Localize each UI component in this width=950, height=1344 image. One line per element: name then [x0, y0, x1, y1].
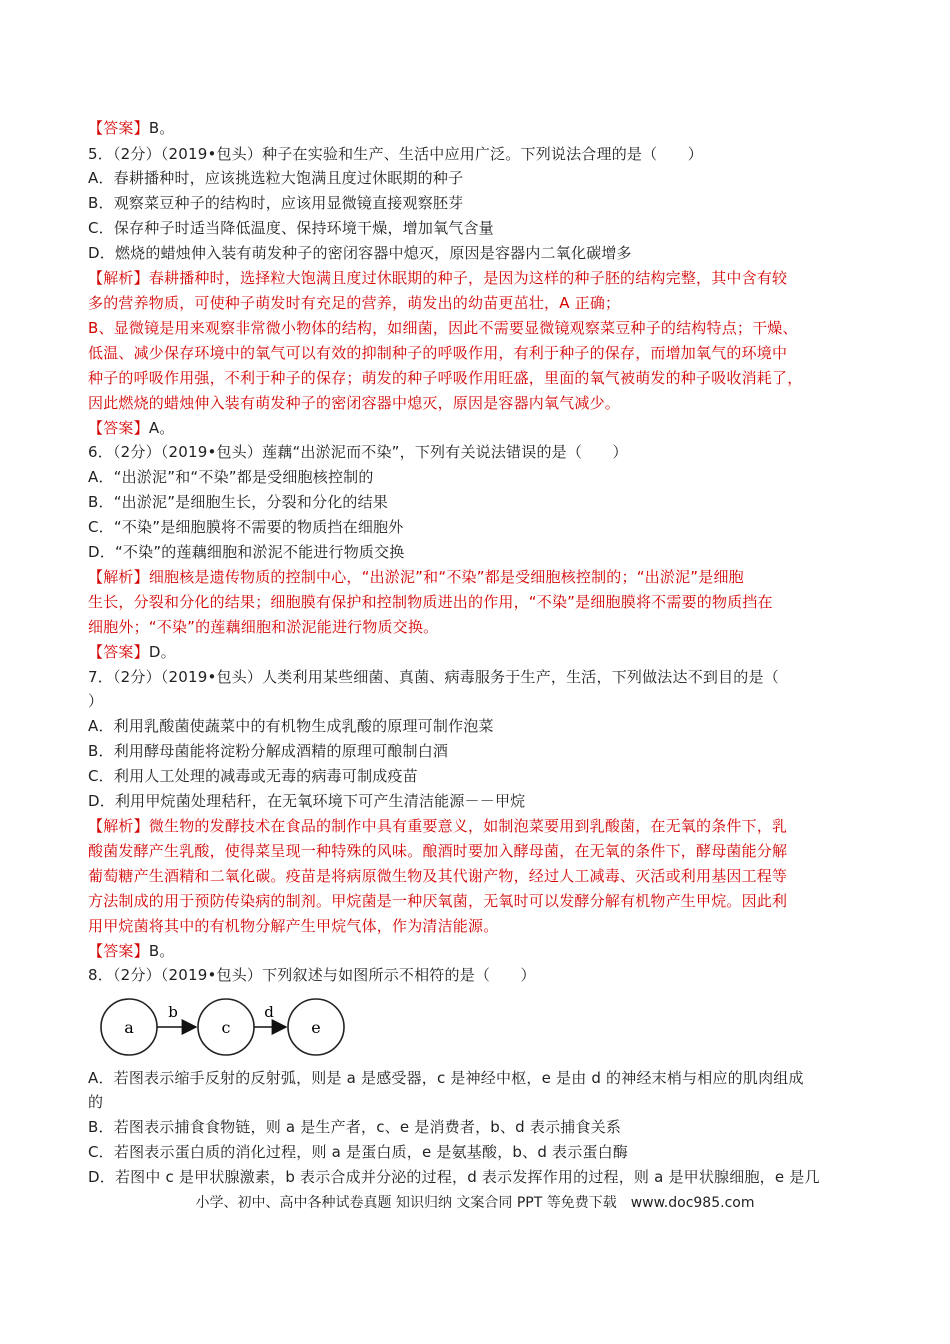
q6-analysis-line: 生长，分裂和分化的结果；细胞膜有保护和控制物质进出的作用，“不染”是细胞膜将不需要的物质挡在 [88, 593, 773, 611]
flow-diagram [98, 990, 358, 1064]
analysis-text: 微生物的发酵技术在食品的制作中具有重要意义，如制泡菜要用到乳酸菌，在无氧的条件下，乳 [148, 817, 788, 835]
q5-answer-line [88, 416, 878, 440]
q5-analysis-line: 多的营养物质，可使种子萌发时有充足的营养，萌发出的幼苗更茁壮，A 正确； [88, 294, 621, 312]
q7-analysis-line: 方法制成的用于预防传染病的制剂。甲烷菌是一种厌氧菌，无氧时可以发酵分解有机物产生甲烷。因此利 [88, 892, 788, 910]
node-e-label: e [311, 1018, 321, 1037]
edge-b-label: b [168, 1003, 178, 1021]
q6-option-d: D．“不染”的莲藕细胞和淤泥不能进行物质交换 [88, 543, 405, 561]
q5-option-b: B．观察菜豆种子的结构时，应该用显微镜直接观察胚芽 [88, 194, 464, 212]
q5-analysis-line [88, 266, 878, 290]
q5-analysis-line: 种子的呼吸作用强，不利于种子的保存；萌发的种子呼吸作用旺盛，里面的氧气被萌发的种子吸收消耗了， [88, 369, 803, 387]
q7-option-c: C．利用人工处理的减毒或无毒的病毒可制成疫苗 [88, 767, 418, 785]
q7-option-a: A．利用乳酸菌使蔬菜中的有机物生成乳酸的原理可制作泡菜 [88, 717, 494, 735]
q6-analysis-line: 细胞外；“不染”的莲藕细胞和淤泥能进行物质交换。 [88, 618, 439, 636]
q5-analysis-line: 因此燃烧的蜡烛伸入装有萌发种子的密闭容器中熄灭，原因是容器内氧气减少。 [88, 394, 621, 412]
analysis-tag: 【解析】 [88, 817, 149, 835]
q8-option-b: B．若图表示捕食食物链，则 a 是生产者，c、e 是消费者，b、d 表示捕食关系 [88, 1118, 622, 1136]
q7-answer-line [88, 939, 878, 963]
answer-tag: 【答案】 [88, 419, 149, 437]
q6-option-c: C．“不染”是细胞膜将不需要的物质挡在细胞外 [88, 518, 404, 536]
q7-analysis-line [88, 814, 878, 838]
q7-analysis-line: 用甲烷菌将其中的有机物分解产生甲烷气体，作为清洁能源。 [88, 917, 499, 935]
q8-stem: 8．（2分）（2019•包头）下列叙述与如图所示不相符的是（ ） [88, 966, 536, 984]
q7-analysis-line: 葡萄糖产生酒精和二氧化碳。疫苗是将病原微生物及其代谢产物，经过人工减毒、灭活或利用基因工程等 [88, 867, 788, 885]
analysis-text: 春耕播种时，选择粒大饱满且度过休眠期的种子，是因为这样的种子胚的结构完整，其中含有较 [148, 269, 788, 287]
analysis-text: 细胞核是遗传物质的控制中心，“出淤泥”和“不染”都是受细胞核控制的；“出淤泥”是细胞 [148, 568, 744, 586]
q6-stem: 6．（2分）（2019•包头）莲藕“出淤泥而不染”，下列有关说法错误的是（ ） [88, 443, 628, 461]
answer-tag: 【答案】 [88, 119, 149, 137]
q5-option-c: C．保存种子时适当降低温度、保持环境干燥，增加氧气含量 [88, 219, 494, 237]
q8-option-d: D．若图中 c 是甲状腺激素，b 表示合成并分泌的过程，d 表示发挥作用的过程，则 a 是甲状腺细胞，e 是几 [88, 1168, 820, 1186]
q5-stem: 5．（2分）（2019•包头）种子在实验和生产、生活中应用广泛。下列说法合理的是（ ） [88, 145, 703, 163]
page-footer: 小学、初中、高中各种试卷真题 知识归纳 文案合同 PPT 等免费下载 www.doc985.com [195, 1195, 755, 1211]
q7-stem: 7．（2分）（2019•包头）人类利用某些细菌、真菌、病毒服务于生产，生活，下列做法达不到目的是（ [88, 668, 779, 686]
answer-value: D。 [148, 643, 176, 661]
analysis-tag: 【解析】 [88, 269, 149, 287]
q8-option-c: C．若图表示蛋白质的消化过程，则 a 是蛋白质，e 是氨基酸，b、d 表示蛋白酶 [88, 1143, 629, 1161]
q6-analysis-line [88, 565, 878, 589]
q4-answer-line [88, 116, 878, 140]
answer-tag: 【答案】 [88, 942, 149, 960]
analysis-tag: 【解析】 [88, 568, 149, 586]
answer-value: A。 [148, 419, 175, 437]
q5-analysis-line: 低温、减少保存环境中的氧气可以有效的抑制种子的呼吸作用，有利于种子的保存，而增加氧气的环境中 [88, 344, 788, 362]
q5-analysis-line: B、显微镜是用来观察非常微小物体的结构，如细菌，因此不需要显微镜观察菜豆种子的结构特点；干燥、 [88, 319, 798, 337]
q8-option-a: A．若图表示缩手反射的反射弧，则是 a 是感受器，c 是神经中枢，e 是由 d 的神经末梢与相应的肌肉组成 [88, 1069, 804, 1087]
q5-option-d: D．燃烧的蜡烛伸入装有萌发种子的密闭容器中熄灭，原因是容器内二氧化碳增多 [88, 244, 632, 262]
q7-stem-continued: ） [88, 692, 104, 710]
answer-value: B。 [148, 942, 175, 960]
node-a-label: a [124, 1018, 134, 1037]
answer-tag: 【答案】 [88, 643, 149, 661]
node-c-label: c [221, 1018, 231, 1037]
q6-option-a: A．“出淤泥”和“不染”都是受细胞核控制的 [88, 468, 374, 486]
q5-option-a: A．春耕播种时，应该挑选粒大饱满且度过休眠期的种子 [88, 169, 464, 187]
q6-answer-line [88, 640, 878, 664]
q8-option-a-continued: 的 [88, 1093, 104, 1111]
q7-analysis-line: 酸菌发酵产生乳酸，使得菜呈现一种特殊的风味。酿酒时要加入酵母菌，在无氧的条件下，酵母菌能分解 [88, 842, 788, 860]
q7-option-d: D．利用甲烷菌处理秸秆，在无氧环境下可产生清洁能源－－甲烷 [88, 792, 526, 810]
q6-option-b: B．“出淤泥”是细胞生长，分裂和分化的结果 [88, 493, 389, 511]
q7-option-b: B．利用酵母菌能将淀粉分解成酒精的原理可酿制白酒 [88, 742, 449, 760]
answer-value: B。 [148, 119, 175, 137]
edge-d-label: d [264, 1003, 274, 1021]
